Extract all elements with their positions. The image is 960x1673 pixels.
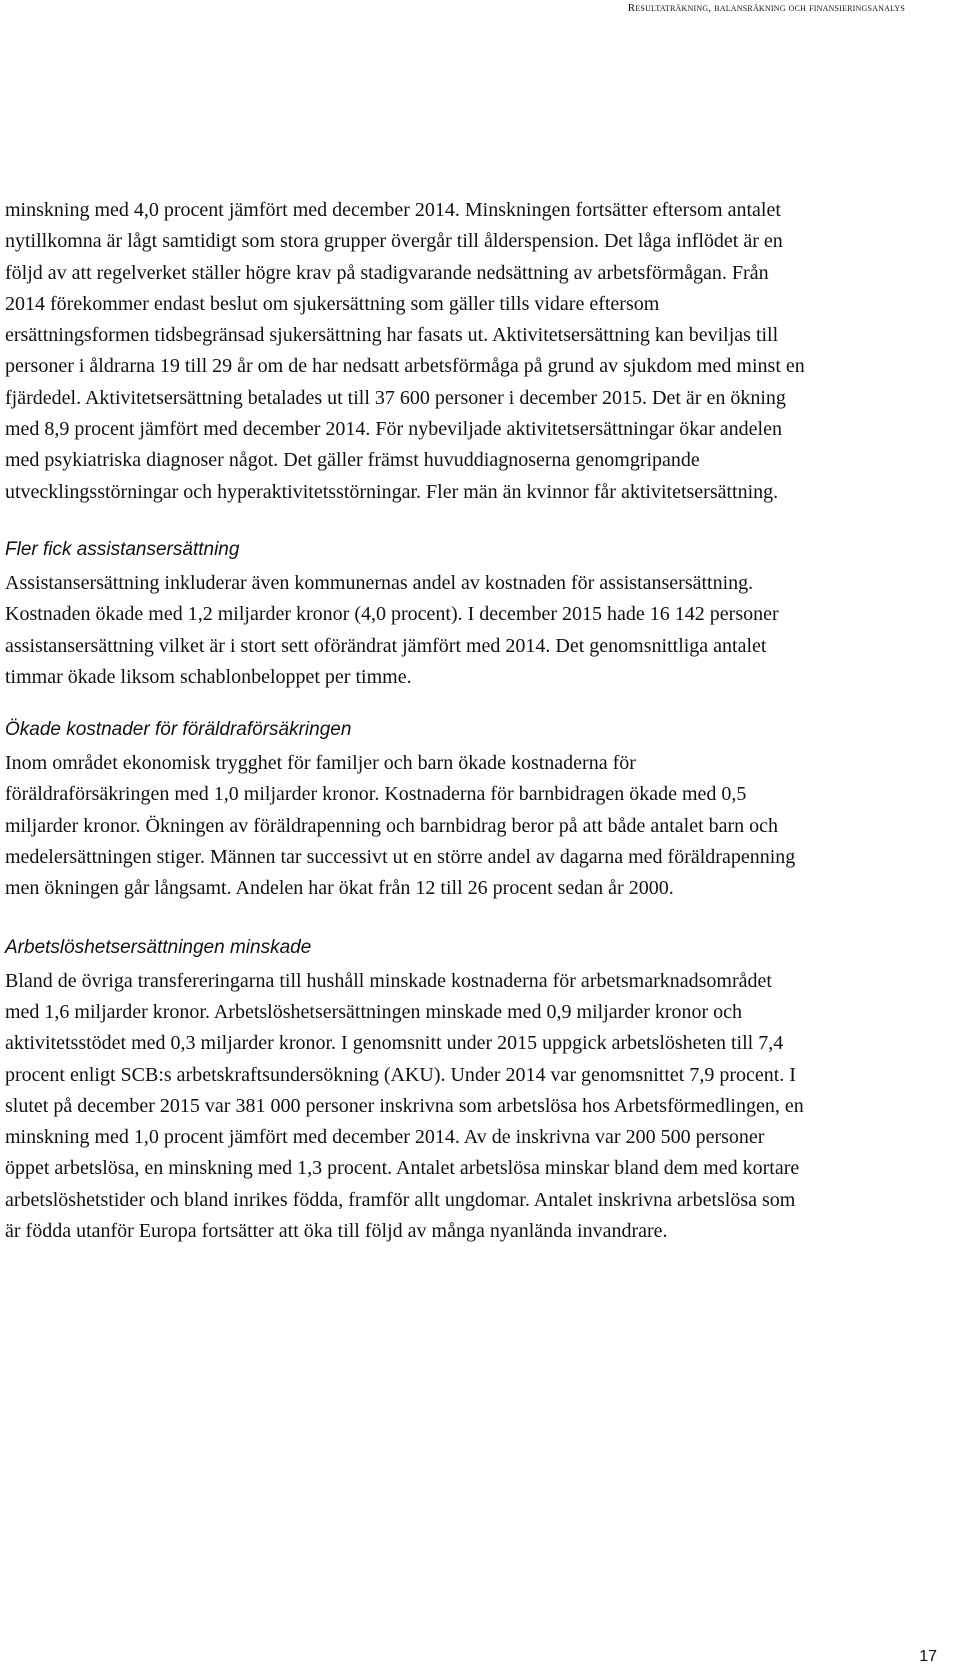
running-header: Resultaträkning, balansräkning och finansieringsanalys: [627, 2, 905, 14]
page-number: 17: [919, 1648, 937, 1665]
page-content: [5, 195, 805, 1247]
section-heading: Arbetslöshetsersättningen minskade: [5, 936, 312, 958]
section-foraldraforsakringen: [5, 718, 805, 904]
section-heading: Ökade kostnader för föräldraförsäkringen: [5, 719, 352, 741]
intro-paragraph: minskning med 4,0 procent jämfört med december 2014. Minskningen fortsätter eftersom antalet nytillkomna är lågt samtidigt som stora grupper övergår till ålderspension. Det låga inflödet är en följd av att regelverket ställer högre krav på stadigvarande nedsättning av arbetsförmågan. Från 2014 förekommer endast beslut om sjukersättning som gäller tills vidare eftersom ersättningsformen tidsbegränsad sjukersättning har fasats ut. Aktivitetsersättning kan beviljas till personer i åldrarna 19 till 29 år om de har nedsatt arbetsförmåga på grund av sjukdom med minst en fjärdedel. Aktivitetsersättning betalades ut till 37 600 personer i december 2015. Det är en ökning med 8,9 procent jämfört med december 2014. För nybeviljade aktivitetsersättningar ökar andelen med psykiatriska diagnoser något. Det gäller främst huvuddiagnoserna genomgripande utvecklingsstörningar och hyperaktivitetsstörningar. Fler män än kvinnor får aktivitetsersättning.: [5, 199, 805, 503]
section-paragraph: Assistansersättning inkluderar även kommunernas andel av kostnaden för assistansersättning. Kostnaden ökade med 1,2 miljarder kronor (4,0 procent). I december 2015 hade 16 142 personer assistansersättning vilket är i stort sett oförändrat jämfört med 2014. Det genomsnittliga antalet timmar ökade liksom schablonbeloppet per timme.: [5, 571, 779, 688]
section-assistansersattning: [5, 538, 805, 693]
section-paragraph: Inom området ekonomisk trygghet för familjer och barn ökade kostnaderna för föräldraförsäkringen med 1,0 miljarder kronor. Kostnaderna för barnbidragen ökade med 0,5 miljarder kronor. Ökningen av föräldrapenning och barnbidrag beror på att både antalet barn och medelersättningen stiger. Männen tar successivt ut en större andel av dagarna med föräldrapenning men ökningen går långsamt. Andelen har ökat från 12 till 26 procent sedan år 2000.: [5, 752, 796, 900]
section-heading: Fler fick assistansersättning: [5, 538, 240, 560]
section-arbetsloshetsersattningen: [5, 936, 805, 1248]
section-paragraph: Bland de övriga transfereringarna till hushåll minskade kostnaderna för arbetsmarknadsområdet med 1,6 miljarder kronor. Arbetslöshetsersättningen minskade med 0,9 miljarder kronor och aktivitetsstödet med 0,3 miljarder kronor. I genomsnitt under 2015 uppgick arbetslösheten till 7,4 procent enligt SCB:s arbetskraftsundersökning (AKU). Under 2014 var genomsnittet 7,9 procent. I slutet på december 2015 var 381 000 personer inskrivna som arbetslösa hos Arbetsförmedlingen, en minskning med 1,0 procent jämfört med december 2014. Av de inskrivna var 200 500 personer öppet arbetslösa, en minskning med 1,3 procent. Antalet arbetslösa minskar bland dem med kortare arbetslöshetstider och bland inrikes födda, framför allt ungdomar. Antalet inskrivna arbetslösa som är födda utanför Europa fortsätter att öka till följd av många nyanlända invandrare.: [5, 969, 804, 1243]
